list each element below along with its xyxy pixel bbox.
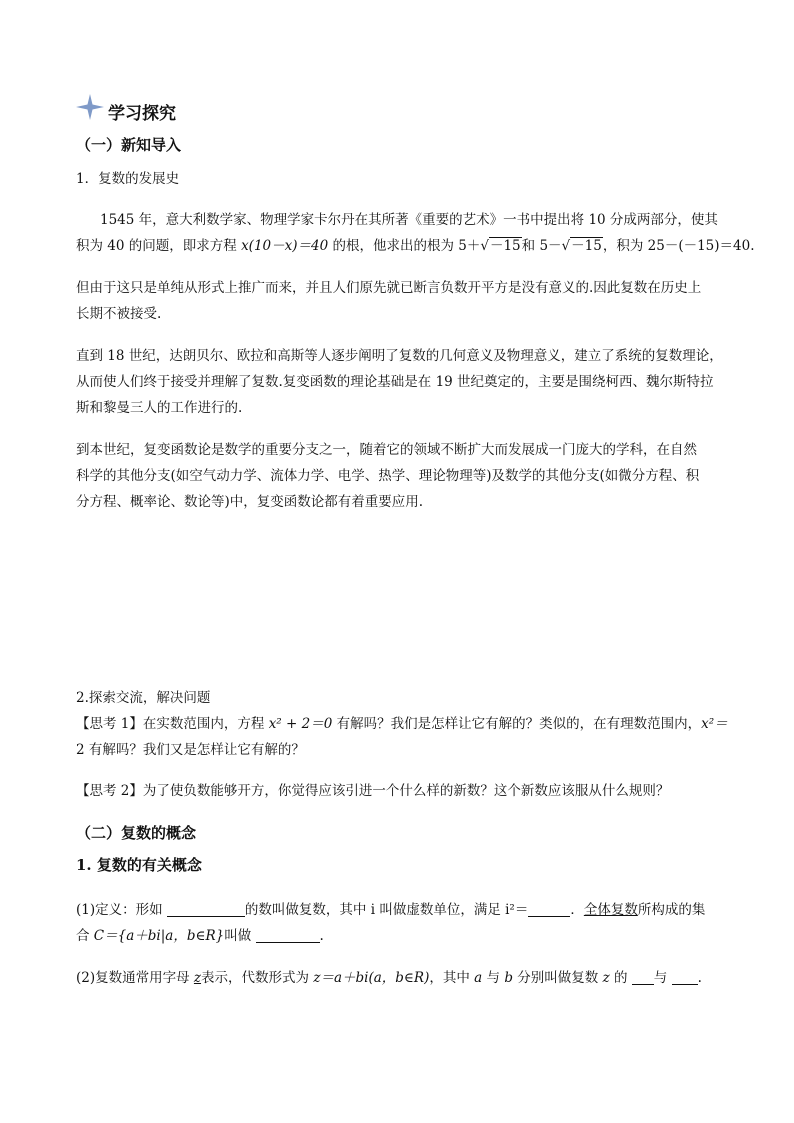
history-p3-line3: 斯和黎曼三人的工作进行的.	[76, 400, 243, 416]
think2-label: 【思考 2】	[76, 783, 143, 799]
think1-label: 【思考 1】	[76, 716, 143, 732]
history-p1-line1: 1545 年，意大利数学家、物理学家卡尔丹在其所著《重要的艺术》一书中提出将 10 分成两部分，使其	[100, 212, 718, 228]
history-p1-line2: 积为 40 的问题，即求方程 x(10－x)＝40 的根，他求出的根为 5＋√－15和 5－√－15，积为 25－(－15)＝40.	[76, 238, 755, 254]
part2-title: （二）复数的概念	[76, 824, 197, 842]
history-p4-line1: 到本世纪，复变函数论是数学的重要分支之一，随着它的领域不断扩大而发展成一门庞大的学科，在自然	[76, 442, 697, 458]
fill-blank[interactable]	[632, 970, 654, 985]
item2-title: 2.探索交流，解决问题	[76, 690, 211, 706]
fill-blank[interactable]	[256, 928, 320, 943]
section-title: 学习探究	[108, 104, 176, 124]
history-p3-line2: 从而使人们终于接受并理解了复数.复变函数的理论基础是在 19 世纪奠定的，主要是围绕柯西、魏尔斯特拉	[76, 374, 714, 390]
think1-line1: 【思考 1】在实数范围内，方程 x² + 2＝0 有解吗？我们是怎样让它有解的？类似的，在有理数范围内，x²＝	[76, 716, 728, 732]
equation: x(10－x)＝40	[241, 238, 329, 254]
think1-line2: 2 有解吗？我们又是怎样让它有解的？	[76, 742, 305, 758]
def2-line: (2)复数通常用字母 z表示，代数形式为 z＝a＋bi(a，b∈R)，其中 a 与 b 分别叫做复数 z 的 与 .	[76, 970, 702, 986]
think2-line: 【思考 2】为了使负数能够开方，你觉得应该引进一个什么样的新数？这个新数应该服从什么规则？	[76, 783, 670, 799]
fill-blank[interactable]	[672, 970, 698, 985]
fill-blank[interactable]	[167, 902, 245, 917]
history-p4-line3: 分方程、概率论、数论等)中，复变函数论都有着重要应用.	[76, 494, 424, 510]
item1-title: 1．复数的发展史	[76, 171, 180, 187]
item3-title: 1. 复数的有关概念	[76, 856, 202, 874]
fill-blank[interactable]	[528, 902, 570, 917]
history-p2-line1: 但由于这只是单纯从形式上推广而来，并且人们原先就已断言负数开平方是没有意义的.因此复数在历史上	[76, 280, 702, 296]
history-p4-line2: 科学的其他分支(如空气动力学、流体力学、电学、热学、理论物理等)及数学的其他分支(如微分方程、积	[76, 468, 700, 484]
sqrt-term: －15	[489, 238, 521, 254]
def1-line1: (1)定义：形如 的数叫做复数，其中 i 叫做虚数单位，满足 i²＝ ．全体复数所构成的集	[76, 902, 706, 918]
four-point-star-icon	[76, 94, 104, 120]
def1-line2: 合 C＝{a＋bi|a，b∈R}叫做 .	[76, 928, 324, 944]
sqrt-term: －15	[571, 238, 602, 254]
history-p2-line2: 长期不被接受.	[76, 306, 162, 322]
part1-title: （一）新知导入	[76, 136, 182, 154]
history-p3-line1: 直到 18 世纪，达朗贝尔、欧拉和高斯等人逐步阐明了复数的几何意义及物理意义，建立了系统的复数理论，	[76, 348, 723, 364]
